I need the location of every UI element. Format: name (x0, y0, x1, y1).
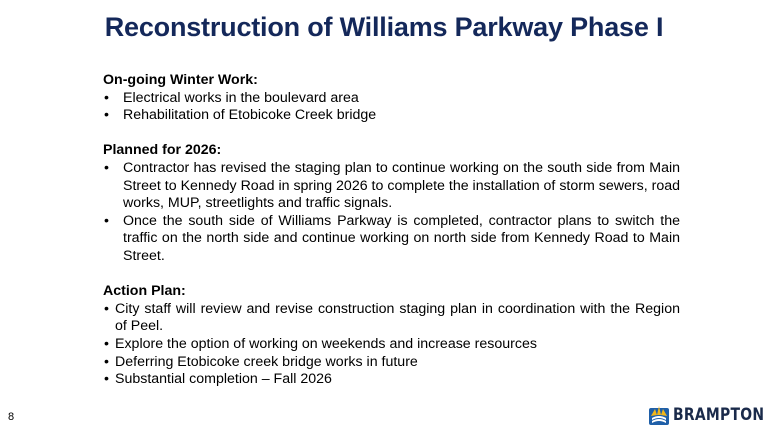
brampton-flower-logo-icon (648, 403, 670, 427)
action-plan-list (103, 301, 680, 389)
winter-work-list (103, 90, 680, 125)
list-item: • City staff will review and revise construction staging plan in coordination with the Region of Peel. (104, 300, 680, 335)
list-item: • Once the south side of Williams Parkway is completed, contractor plans to switch the traffic on the north side and continue working on north side from Kennedy Road to Main Street. (104, 212, 680, 264)
list-item: • Explore the option of working on weekends and increase resources (104, 335, 537, 352)
brampton-logo (648, 402, 768, 428)
list-item: • Electrical works in the boulevard area (104, 89, 359, 106)
slide-title: Reconstruction of Williams Parkway Phase I (104, 12, 664, 42)
list-item: • Deferring Etobicoke creek bridge works in future (104, 353, 418, 370)
section-heading-action-plan: Action Plan: (103, 283, 186, 300)
brampton-logo-text: BRAMPTON (673, 405, 765, 425)
section-heading-planned-2026: Planned for 2026: (103, 142, 222, 159)
list-item: • Contractor has revised the staging plan to continue working on the south side from Main Street to Kennedy Road in spring 2026 to complete the installation of storm sewers, road works, MUP, streetlights and traffic signals. (104, 159, 680, 212)
slide-body (103, 72, 680, 389)
list-item: • Substantial completion – Fall 2026 (104, 371, 332, 388)
page-number: 8 (8, 411, 15, 423)
section-heading-winter-work: On-going Winter Work: (103, 72, 258, 88)
list-item: • Rehabilitation of Etobicoke Creek bridge (104, 107, 377, 124)
planned-2026-list (103, 160, 680, 266)
